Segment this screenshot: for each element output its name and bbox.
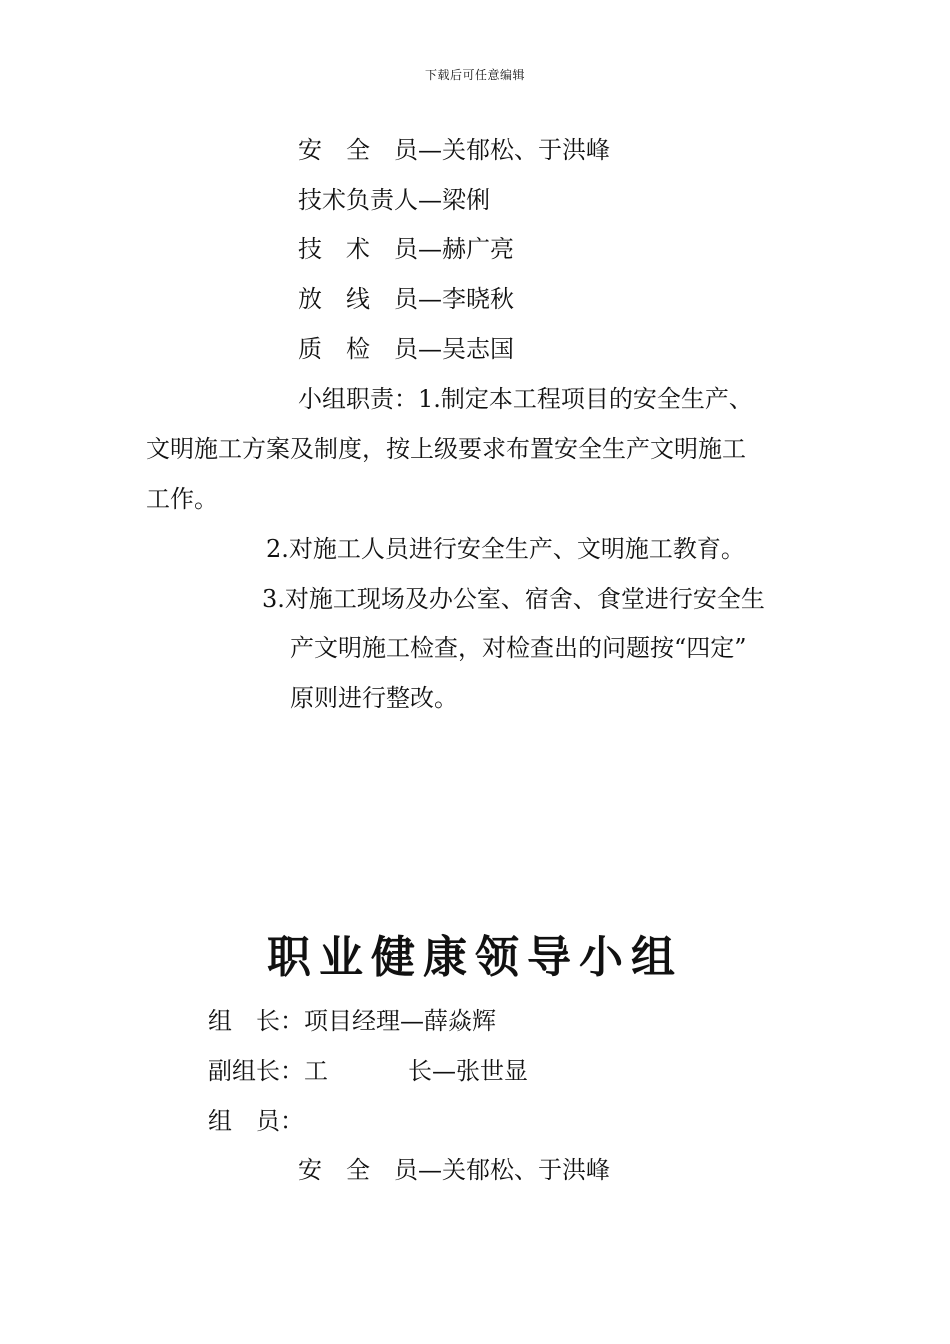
duty-item3-line3: 原则进行整改。 bbox=[290, 684, 458, 712]
member-quality-inspector: 质 检 员—吴志国 bbox=[298, 335, 514, 363]
duty-item3-line1: 3.对施工现场及办公室、宿舍、食堂进行安全生 bbox=[262, 585, 765, 613]
member-surveyor: 放 线 员—李晓秋 bbox=[298, 285, 514, 313]
duty-item1-line1: 小组职责：1.制定本工程项目的安全生产、 bbox=[298, 385, 753, 413]
member-technician: 技 术 员—赫广亮 bbox=[298, 235, 514, 263]
duty-item1-line2: 文明施工方案及制度，按上级要求布置安全生产文明施工 bbox=[146, 435, 746, 463]
health-member-safety-officer: 安 全 员—关郁松、于洪峰 bbox=[298, 1156, 610, 1184]
deputy-leader-prefix: 副组长：工 bbox=[208, 1057, 328, 1085]
members-label: 组 员： bbox=[208, 1107, 304, 1135]
duty-item1-line3: 工作。 bbox=[146, 485, 218, 513]
member-technical-lead: 技术负责人—梁俐 bbox=[298, 186, 490, 214]
duty-item2: 2.对施工人员进行安全生产、文明施工教育。 bbox=[266, 535, 745, 563]
member-safety-officer: 安 全 员—关郁松、于洪峰 bbox=[298, 136, 610, 164]
section-title: 职业健康领导小组 bbox=[267, 932, 683, 983]
group-leader: 组 长：项目经理—薛焱辉 bbox=[208, 1007, 496, 1035]
deputy-leader bbox=[208, 1056, 528, 1086]
header-note: 下载后可任意编辑 bbox=[424, 68, 525, 82]
duty-item3-line2: 产文明施工检查，对检查出的问题按“四定” bbox=[290, 634, 747, 662]
deputy-leader-suffix: 长—张世显 bbox=[408, 1057, 528, 1085]
